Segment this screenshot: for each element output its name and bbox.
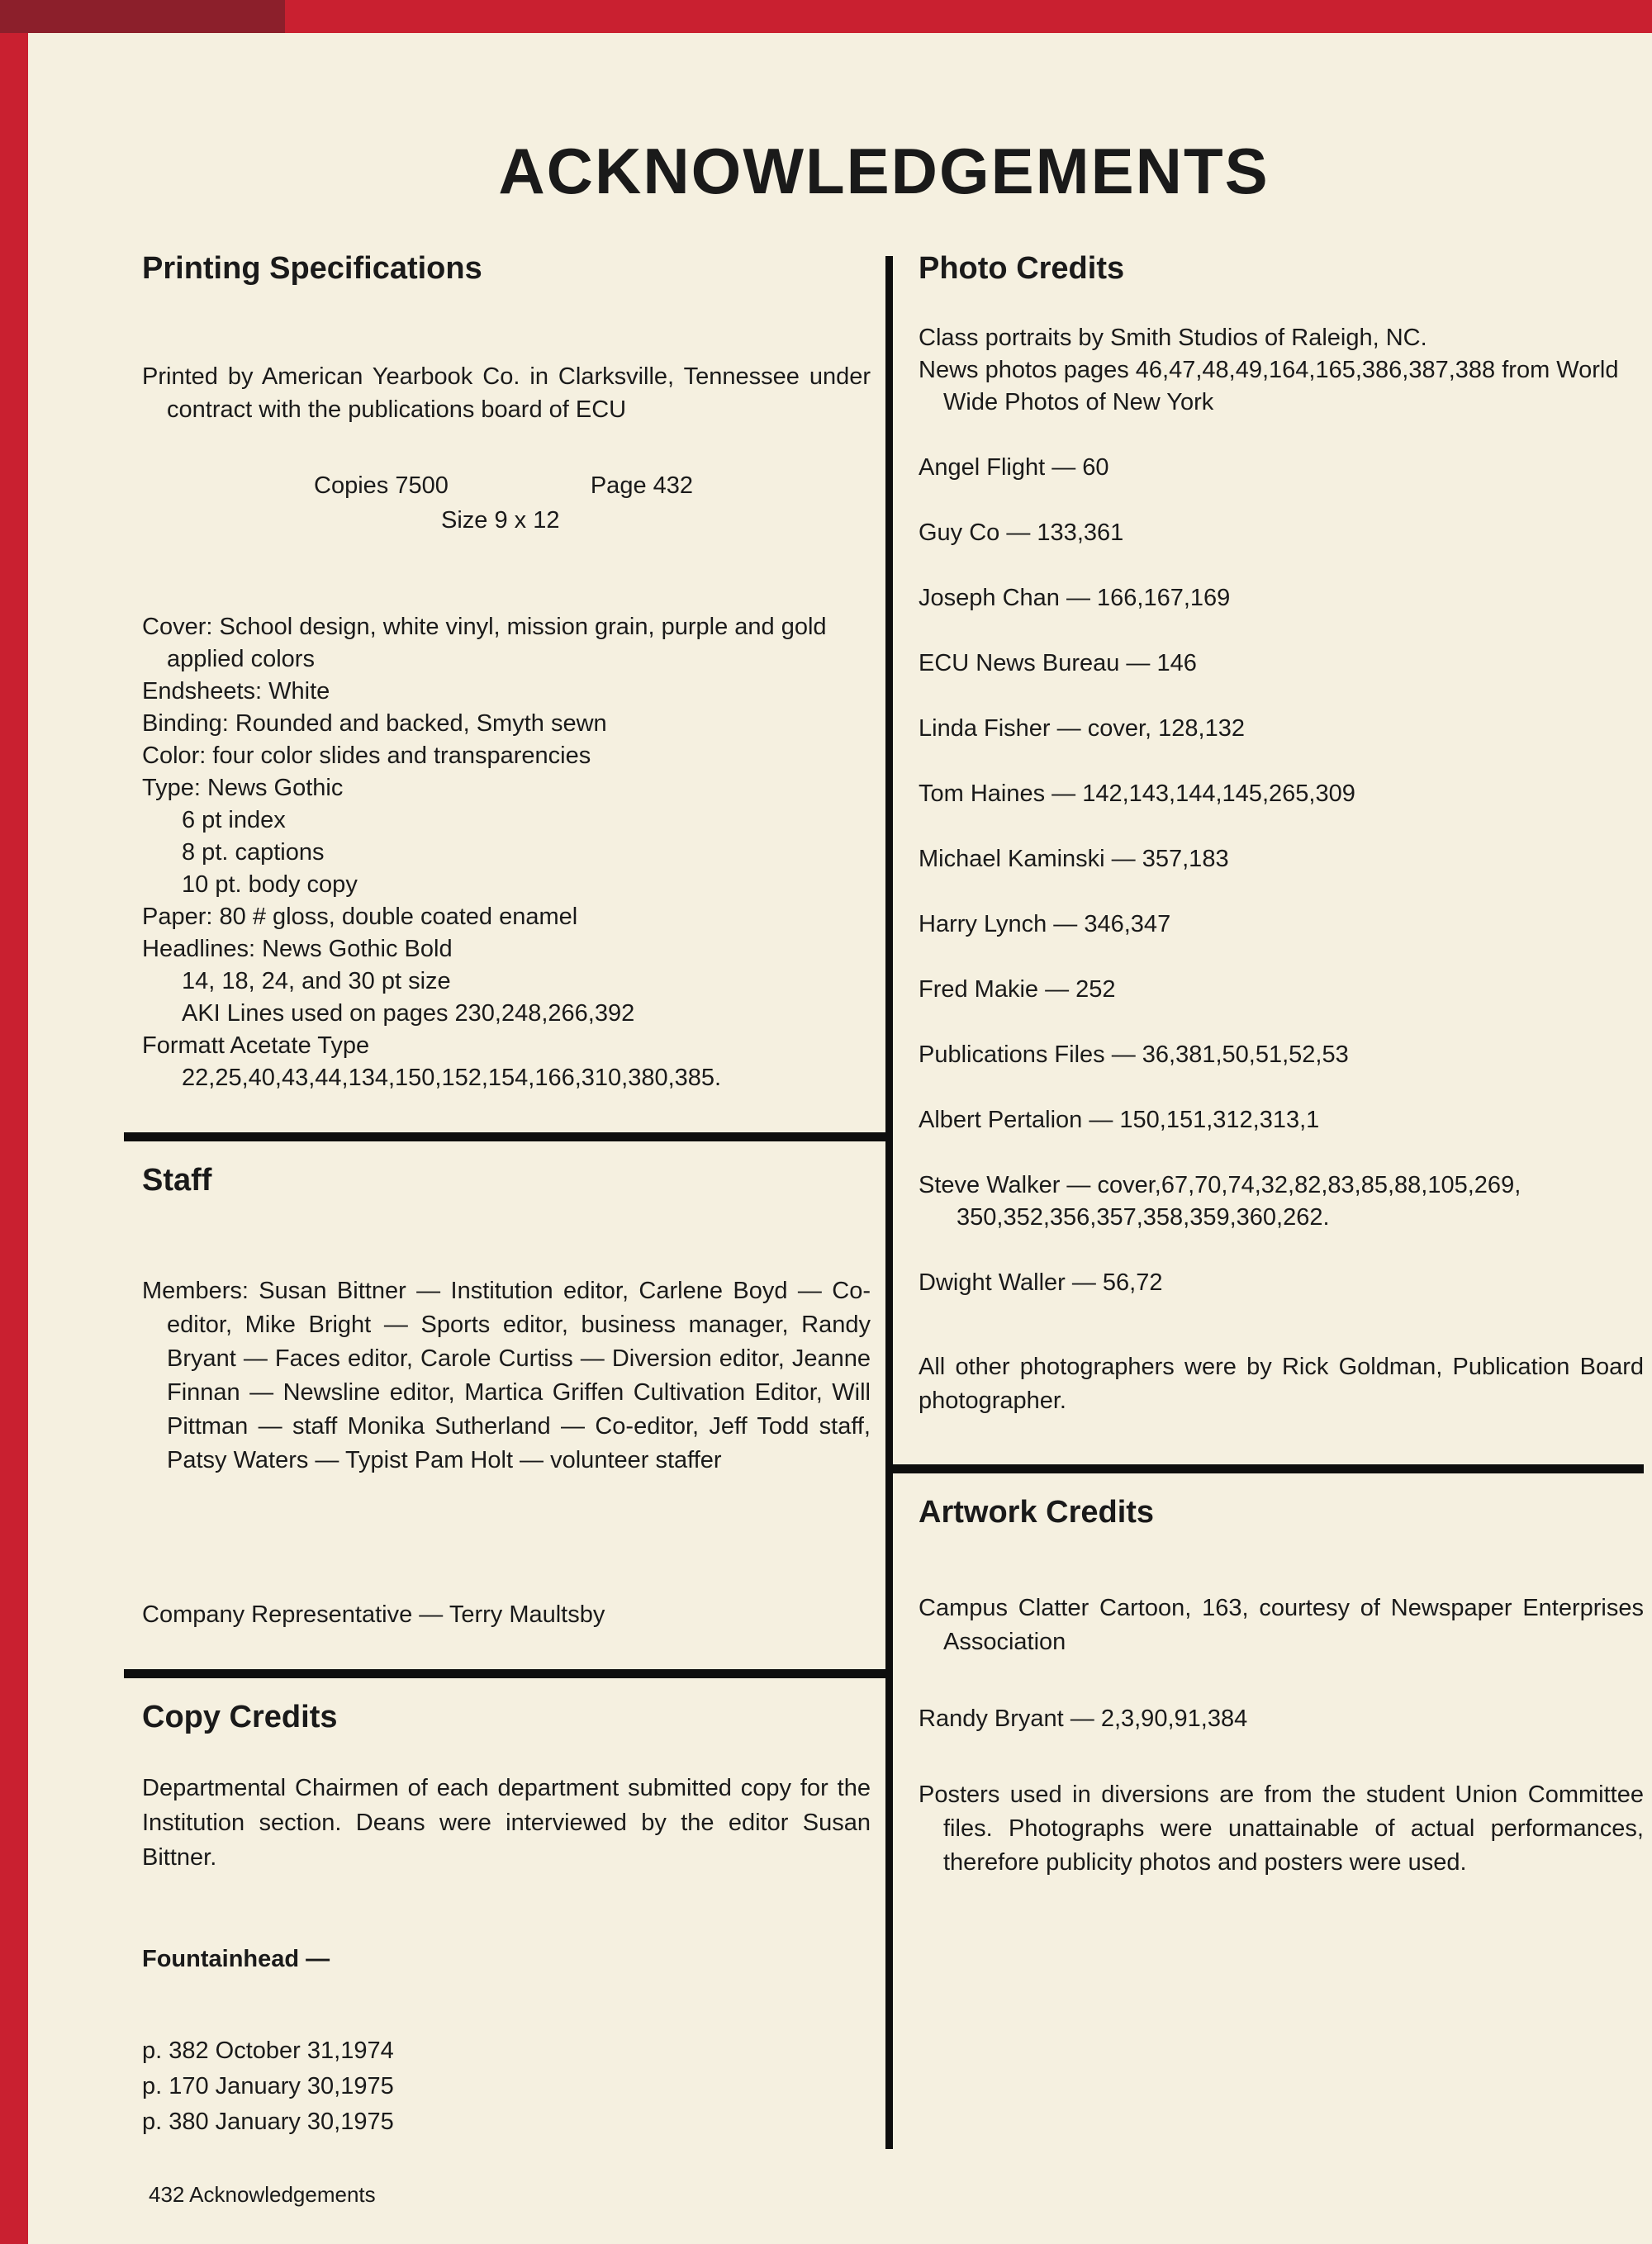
company-representative: Company Representative — Terry Maultsby <box>142 1601 605 1629</box>
photo-credits-section <box>919 251 1644 1418</box>
printing-specifications-section <box>142 251 871 1094</box>
photo-credit-item: Harry Lynch — 346,347 <box>919 910 1171 937</box>
printing-intro-paragraph: Printed by American Yearbook Co. in Clarksville, Tennessee under contract with the publications board of ECU <box>142 363 871 423</box>
spec-line: 10 pt. body copy <box>182 871 358 898</box>
fountainhead-page-line: p. 380 January 30,1975 <box>142 2109 394 2136</box>
copy-credits-section <box>142 1700 871 2140</box>
fountainhead-page-line: p. 382 October 31,1974 <box>142 2038 394 2065</box>
photo-credits-closing-note: All other photographers were by Rick Goldman, Publication Board photographer. <box>919 1353 1644 1414</box>
photo-credits-intro-line-1: Class portraits by Smith Studios of Raleigh, NC. <box>919 324 1427 351</box>
horizontal-rule-above-artwork-credits <box>892 1464 1644 1473</box>
horizontal-rule-above-staff <box>124 1132 889 1141</box>
copy-credits-paragraph: Departmental Chairmen of each department submitted copy for the Institution section. Deans were interviewed by the editor Susan Bittner. <box>142 1775 871 1872</box>
spec-line: Endsheets: White <box>142 677 330 705</box>
fountainhead-label: Fountainhead — <box>142 1946 330 1973</box>
photo-credits-heading: Photo Credits <box>919 251 1125 286</box>
copies-value: Copies 7500 <box>314 472 449 499</box>
page-title: ACKNOWLEDGEMENTS <box>498 135 1270 207</box>
spec-line: 22,25,40,43,44,134,150,152,154,166,310,380,385. <box>182 1064 722 1091</box>
spec-line: Headlines: News Gothic Bold <box>142 935 453 962</box>
photo-credit-item: Joseph Chan — 166,167,169 <box>919 584 1231 611</box>
spec-line: Paper: 80 # gloss, double coated enamel <box>142 903 578 930</box>
page-number-footer: 432 Acknowledgements <box>149 2182 376 2207</box>
photo-credit-item: Publications Files — 36,381,50,51,52,53 <box>919 1041 1349 1068</box>
spec-line: 6 pt index <box>182 806 286 833</box>
staff-members-paragraph: Members: Susan Bittner — Institution editor, Carlene Boyd — Co-editor, Mike Bright — Sports editor, business manager, Randy Bryant — Faces editor, Carole Curtiss — Diversion editor, Jeanne Finnan — Newsline editor, Martica Griffen Cultivation Editor, Will Pittman — staff Monika Sutherland — Co-editor, Jeff Todd staff, Patsy Waters — Typist Pam Holt — volunteer staffer <box>142 1278 871 1474</box>
red-edge-left <box>0 0 28 2244</box>
copy-credits-heading: Copy Credits <box>142 1700 338 1735</box>
photo-credit-item: Fred Makie — 252 <box>919 975 1116 1003</box>
spec-line: Cover: School design, white vinyl, mission grain, purple and gold applied colors <box>142 613 827 672</box>
photo-credit-item: Dwight Waller — 56,72 <box>919 1269 1163 1296</box>
photo-credit-item: Albert Pertalion — 150,151,312,313,1 <box>919 1106 1320 1133</box>
photo-credit-item: Guy Co — 133,361 <box>919 519 1124 546</box>
two-column-layout <box>142 251 1644 2140</box>
spec-line: 14, 18, 24, and 30 pt size <box>182 967 451 994</box>
photo-credit-item: Steve Walker — cover,67,70,74,32,82,83,85,88,105,269, 350,352,356,357,358,359,360,262. <box>919 1171 1521 1231</box>
spec-line: Binding: Rounded and backed, Smyth sewn <box>142 709 607 737</box>
right-column <box>919 251 1644 1880</box>
photo-credit-item: Tom Haines — 142,143,144,145,265,309 <box>919 780 1355 807</box>
left-column <box>142 251 871 2140</box>
spec-line: Formatt Acetate Type <box>142 1032 370 1059</box>
artwork-credit-randy-bryant: Randy Bryant — 2,3,90,91,384 <box>919 1706 1248 1733</box>
artwork-credit-posters-note: Posters used in diversions are from the student Union Committee files. Photographs were unattainable of actual performances, therefore publicity photos and posters were used. <box>919 1781 1644 1876</box>
photo-credit-item: Michael Kaminski — 357,183 <box>919 845 1229 872</box>
photo-credits-intro-line-2: News photos pages 46,47,48,49,164,165,386,387,388 from World Wide Photos of New York <box>919 356 1619 415</box>
artwork-credit-campus-clatter: Campus Clatter Cartoon, 163, courtesy of Newspaper Enterprises Association <box>919 1595 1644 1656</box>
fountainhead-page-list <box>142 2033 871 2140</box>
photo-credit-item: Angel Flight — 60 <box>919 453 1109 481</box>
printing-specifications-heading: Printing Specifications <box>142 251 482 286</box>
copies-page-row <box>142 469 871 502</box>
horizontal-rule-above-copy-credits <box>124 1669 889 1678</box>
spec-line: Color: four color slides and transparencies <box>142 742 591 769</box>
photo-credits-list <box>919 452 1644 1299</box>
staff-heading: Staff <box>142 1162 212 1198</box>
fountainhead-page-line: p. 170 January 30,1975 <box>142 2073 394 2100</box>
photo-credit-item: ECU News Bureau — 146 <box>919 649 1197 676</box>
artwork-credits-heading: Artwork Credits <box>919 1494 1155 1530</box>
size-value: Size 9 x 12 <box>441 506 560 534</box>
spec-list <box>142 611 871 1094</box>
column-divider-line <box>885 256 893 2149</box>
staff-section <box>142 1163 871 1632</box>
artwork-credits-section <box>919 1495 1644 1881</box>
red-edge-top <box>0 0 1652 33</box>
page-count-value: Page 432 <box>590 472 694 499</box>
red-edge-top-corner <box>0 0 285 33</box>
spec-line: AKI Lines used on pages 230,248,266,392 <box>182 999 635 1027</box>
spec-line: Type: News Gothic <box>142 774 344 801</box>
photo-credit-item: Linda Fisher — cover, 128,132 <box>919 714 1245 742</box>
spec-line: 8 pt. captions <box>182 838 325 866</box>
